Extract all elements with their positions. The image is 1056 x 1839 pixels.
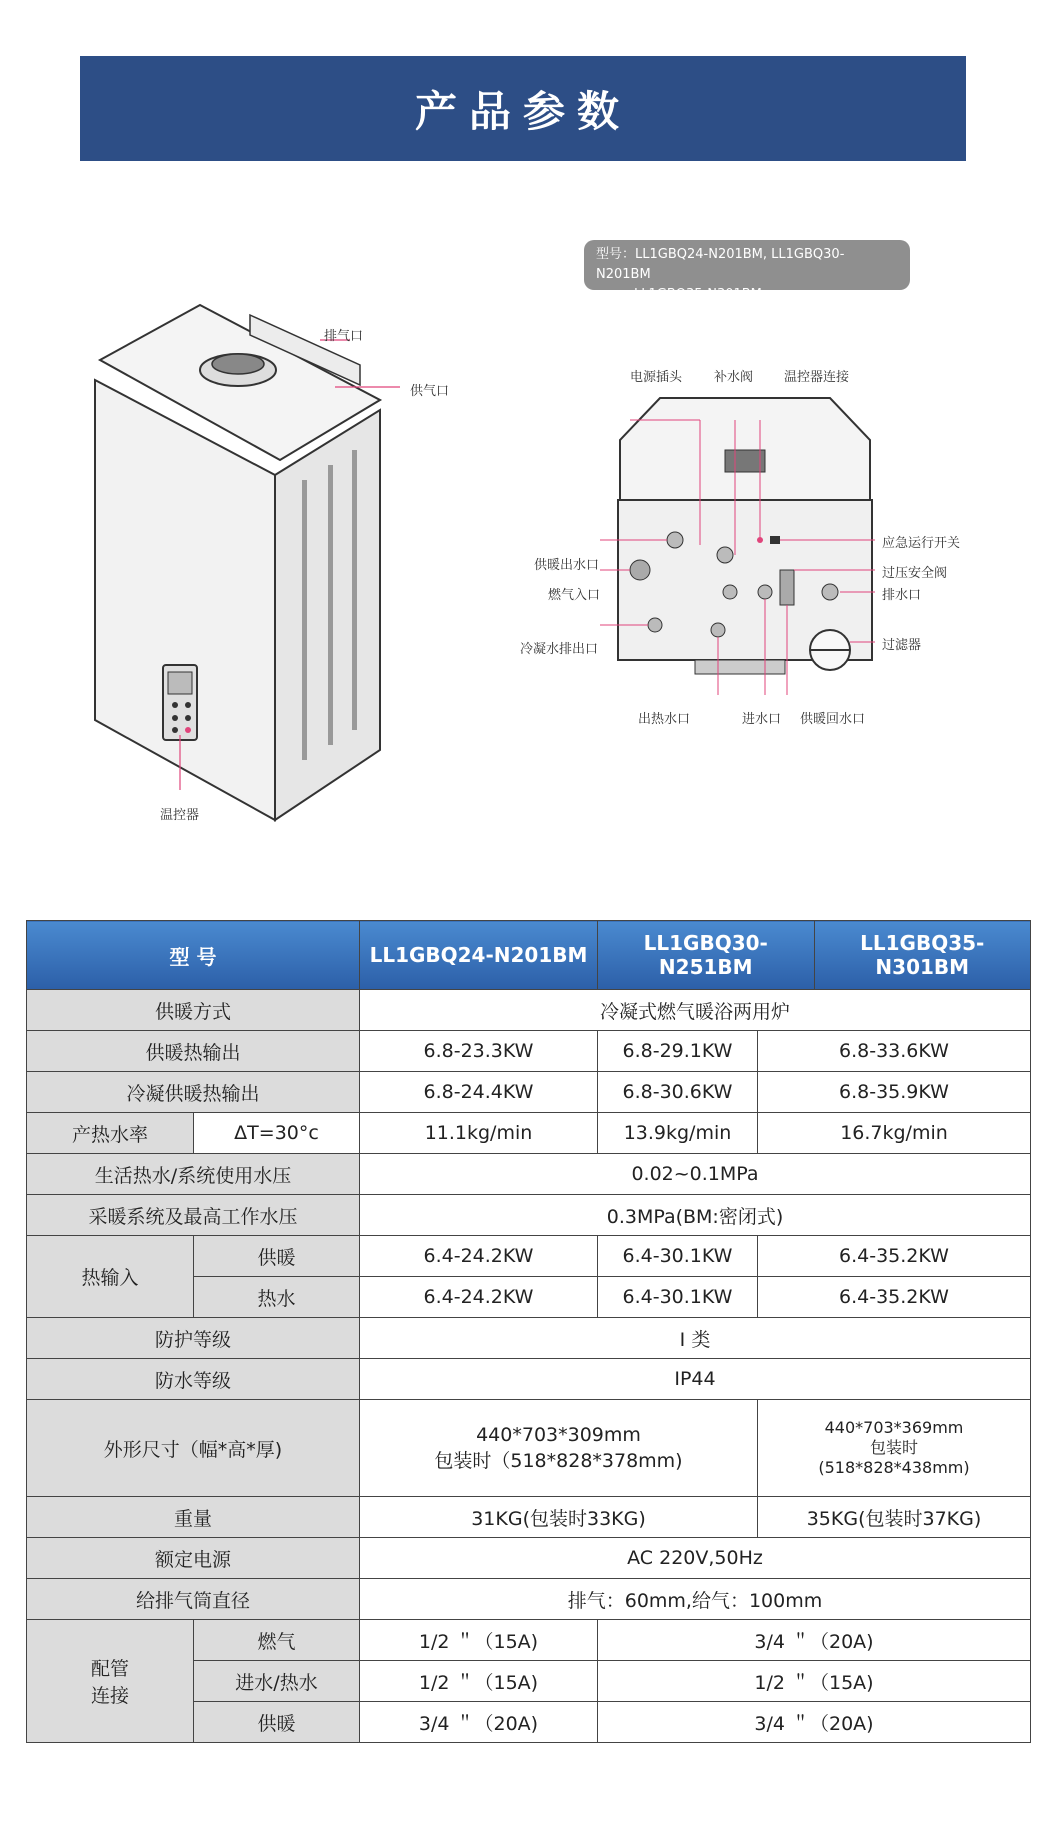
row-label: 生活热水/系统使用水压 xyxy=(27,1154,360,1195)
row-label: 采暖系统及最高工作水压 xyxy=(27,1195,360,1236)
boiler-front-illustration xyxy=(80,290,400,830)
cell-value: 6.8-35.9KW xyxy=(758,1072,1031,1113)
table-row xyxy=(27,1620,1031,1661)
label-emergency-switch: 应急运行开关 xyxy=(882,536,961,551)
row-label: 冷凝供暖热输出 xyxy=(27,1072,360,1113)
cell-value: 3/4 ＂（20A) xyxy=(360,1702,598,1743)
cell-value: 6.4-24.2KW xyxy=(360,1236,598,1277)
cell-value: 3/4 ＂（20A) xyxy=(598,1620,1031,1661)
label-power-plug: 电源插头 xyxy=(630,370,683,385)
table-row xyxy=(27,1497,1031,1538)
row-sublabel: 燃气 xyxy=(194,1620,360,1661)
model-line-1: LL1GBQ24-N201BM, LL1GBQ30-N201BM xyxy=(596,247,845,282)
model-prefix: 型号： xyxy=(596,247,636,262)
cell-value xyxy=(758,1400,1031,1497)
label-air-supply: 供气口 xyxy=(410,384,450,399)
label-heating-outlet: 供暖出水口 xyxy=(534,558,600,573)
dims-b-line-3: (518*828*438mm) xyxy=(818,1458,970,1477)
cell-value: 6.4-35.2KW xyxy=(758,1277,1031,1318)
cell-value: 13.9kg/min xyxy=(598,1113,758,1154)
row-label: 给排气筒直径 xyxy=(27,1579,360,1620)
table-row xyxy=(27,1154,1031,1195)
row-sublabel: 热水 xyxy=(194,1277,360,1318)
cell-value: IP44 xyxy=(360,1359,1031,1400)
cell-value: 排气：60mm,给气：100mm xyxy=(360,1579,1031,1620)
dims-b-line-1: 440*703*369mm xyxy=(824,1418,964,1437)
label-thermostat-connect: 温控器连接 xyxy=(784,370,850,385)
dims-b-line-2: 包装时 xyxy=(869,1438,918,1457)
header-models-2-3 xyxy=(598,921,1031,990)
banner-title: 产品参数 xyxy=(414,86,631,136)
label-thermostat: 温控器 xyxy=(160,808,200,823)
cell-value: 1/2 ＂（15A) xyxy=(360,1661,598,1702)
row-label: 热输入 xyxy=(27,1236,194,1318)
header-model-3: LL1GBQ35-N301BM xyxy=(860,931,985,979)
row-label: 供暖方式 xyxy=(27,990,360,1031)
table-row xyxy=(27,1236,1031,1277)
cell-value: 0.3MPa(BM:密闭式) xyxy=(360,1195,1031,1236)
cell-value: 冷凝式燃气暖浴两用炉 xyxy=(360,990,1031,1031)
cell-value: I 类 xyxy=(360,1318,1031,1359)
dims-a-line-2: 包装时（518*828*378mm) xyxy=(434,1449,683,1472)
row-label xyxy=(27,1620,194,1743)
cell-value: 0.02~0.1MPa xyxy=(360,1154,1031,1195)
label-heating-return: 供暖回水口 xyxy=(800,712,866,727)
cell-value: 6.4-30.1KW xyxy=(598,1236,758,1277)
cell-value: 6.8-33.6KW xyxy=(758,1031,1031,1072)
row-label: 防护等级 xyxy=(27,1318,360,1359)
cell-value: 35KG(包装时37KG) xyxy=(758,1497,1031,1538)
cell-value: AC 220V,50Hz xyxy=(360,1538,1031,1579)
label-refill-valve: 补水阀 xyxy=(714,370,754,385)
row-label: 重量 xyxy=(27,1497,360,1538)
piping-label-1: 配管 xyxy=(90,1658,129,1680)
label-condensate-outlet: 冷凝水排出口 xyxy=(520,642,599,657)
row-label: 外形尺寸（幅*高*厚) xyxy=(27,1400,360,1497)
table-header-row xyxy=(27,921,1031,990)
row-label: 额定电源 xyxy=(27,1538,360,1579)
cell-value: 16.7kg/min xyxy=(758,1113,1031,1154)
row-label: 供暖热输出 xyxy=(27,1031,360,1072)
cell-value: 6.8-23.3KW xyxy=(360,1031,598,1072)
cell-value: 6.8-29.1KW xyxy=(598,1031,758,1072)
cell-value: 31KG(包装时33KG) xyxy=(360,1497,758,1538)
label-filter: 过滤器 xyxy=(882,638,922,653)
label-water-inlet: 进水口 xyxy=(742,712,782,727)
cell-value: 3/4 ＂（20A) xyxy=(598,1702,1031,1743)
label-drain: 排水口 xyxy=(882,588,922,603)
cell-value: 6.4-24.2KW xyxy=(360,1277,598,1318)
cell-value: 6.8-24.4KW xyxy=(360,1072,598,1113)
cell-value: 1/2 ＂（15A) xyxy=(360,1620,598,1661)
table-row xyxy=(27,1031,1031,1072)
title-banner xyxy=(80,56,966,161)
label-hot-water-outlet: 出热水口 xyxy=(638,712,691,727)
row-label: 防水等级 xyxy=(27,1359,360,1400)
table-row xyxy=(27,1579,1031,1620)
header-model-2: LL1GBQ30-N251BM xyxy=(598,921,815,989)
label-overpressure-valve: 过压安全阀 xyxy=(882,566,948,581)
row-condition: ΔT=30°c xyxy=(194,1113,360,1154)
model-badge xyxy=(584,240,910,302)
table-row xyxy=(27,1072,1031,1113)
row-label: 产热水率 xyxy=(27,1113,194,1154)
cell-value: 6.8-30.6KW xyxy=(598,1072,758,1113)
spec-table xyxy=(26,920,1031,1743)
table-row xyxy=(27,1195,1031,1236)
cell-value xyxy=(360,1400,758,1497)
table-row xyxy=(27,1318,1031,1359)
dims-a-line-1: 440*703*309mm xyxy=(476,1423,641,1446)
header-model-1: LL1GBQ24-N201BM xyxy=(360,921,598,990)
product-diagram xyxy=(0,280,1056,840)
boiler-bottom-illustration xyxy=(600,380,890,720)
table-row xyxy=(27,990,1031,1031)
cell-value: 6.4-35.2KW xyxy=(758,1236,1031,1277)
label-gas-inlet: 燃气入口 xyxy=(548,588,601,603)
row-sublabel: 进水/热水 xyxy=(194,1661,360,1702)
label-exhaust: 排气口 xyxy=(324,329,364,344)
row-sublabel: 供暖 xyxy=(194,1702,360,1743)
table-row xyxy=(27,1359,1031,1400)
table-row xyxy=(27,1538,1031,1579)
piping-label-2: 连接 xyxy=(90,1685,129,1707)
cell-value: 1/2 ＂（15A) xyxy=(598,1661,1031,1702)
table-row xyxy=(27,1400,1031,1497)
cell-value: 11.1kg/min xyxy=(360,1113,598,1154)
header-model-label: 型 号 xyxy=(27,921,360,990)
model-line-2: LL1GBQ35-N301BM xyxy=(634,287,762,302)
cell-value: 6.4-30.1KW xyxy=(598,1277,758,1318)
row-sublabel: 供暖 xyxy=(194,1236,360,1277)
table-row xyxy=(27,1113,1031,1154)
